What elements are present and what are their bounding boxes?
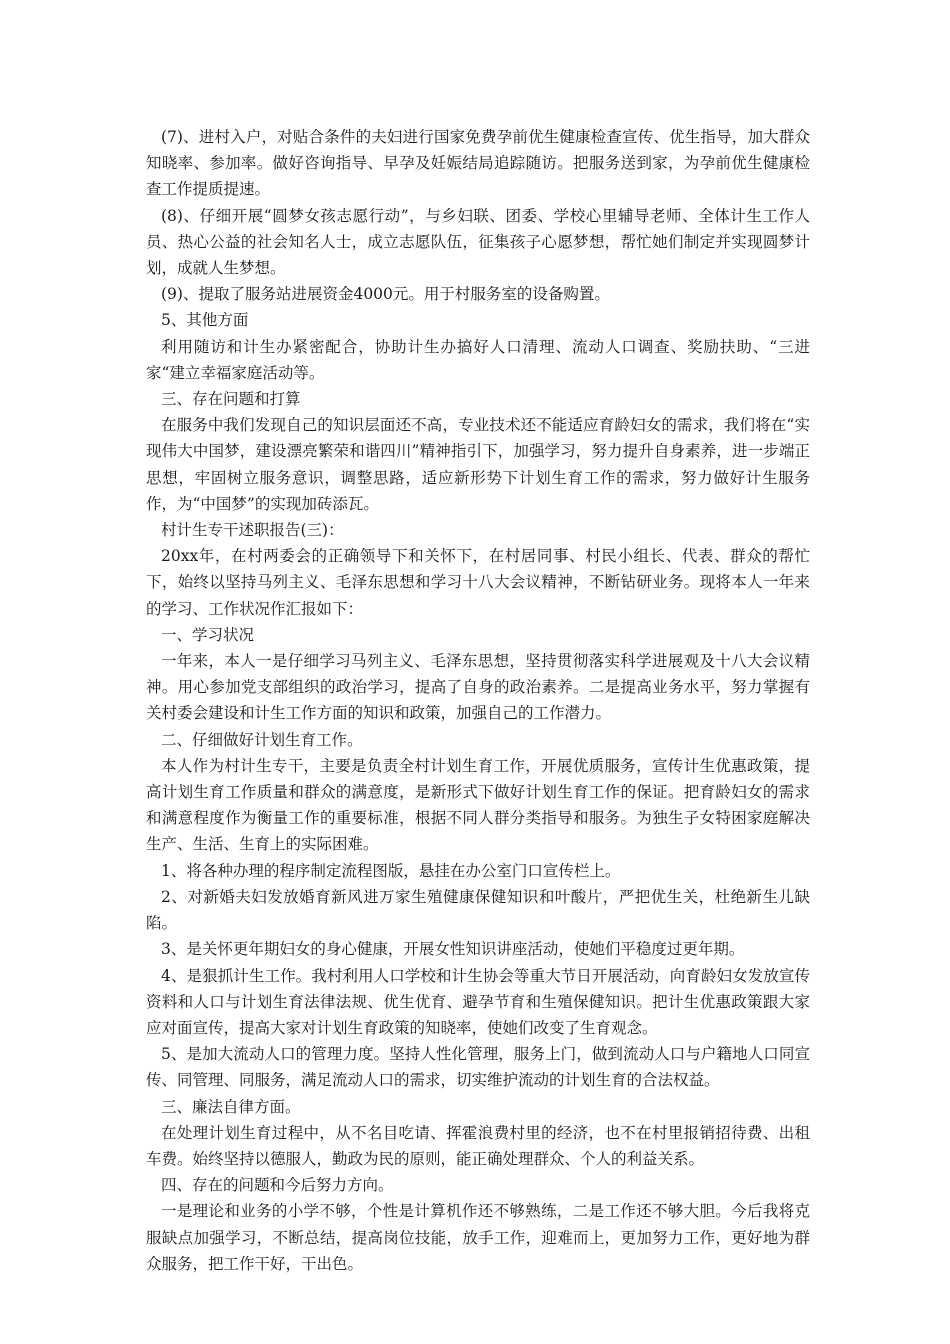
paragraph: 一年来，本人一是仔细学习马列主义、毛泽东思想，坚持贯彻落实科学进展观及十八大会议精神。用心参加党支部组织的政治学习，提高了自身的政治素养。二是提高业务水平，努力掌握有关村委会建设和计生工作方面的知识和政策，加强自己的工作潜力。 xyxy=(146,652,810,723)
report-title: 村计生专干述职报告(三)： xyxy=(161,521,344,540)
section-heading: 三、存在问题和打算 xyxy=(161,390,301,409)
paragraph: (8)、仔细开展“圆梦女孩志愿行动”，与乡妇联、团委、学校心里辅导老师、全体计生工作人员、热心公益的社会知名人士，成立志愿队伍，征集孩子心愿梦想，帮忙她们制定并实现圆梦计划，成就人生梦想。 xyxy=(146,206,810,278)
paragraph: 在服务中我们发现自己的知识层面还不高，专业技术还不能适应育龄妇女的需求，我们将在“实现伟大中国梦，建设漂亮繁荣和谐四川”精神指引下，加强学习，努力提升自身素养，进一步端正思想，牢固树立服务意识，调整思路，适应新形势下计划生育工作的需求，努力做好计生服务作，为“中国梦”的实现加砖添瓦。 xyxy=(146,416,810,513)
section-heading: 一、学习状况 xyxy=(161,625,255,644)
paragraph: 20xx年，在村两委会的正确领导下和关怀下，在村居同事、村民小组长、代表、群众的帮忙下，始终以坚持马列主义、毛泽东思想和学习十八大会议精神，不断钻研业务。现将本人一年来的学习、工作状况作汇报如下： xyxy=(146,547,810,618)
list-item: 3、是关怀更年期妇女的身心健康，开展女性知识讲座活动，使她们平稳度过更年期。 xyxy=(161,940,745,959)
paragraph: 本人作为村计生专干，主要是负责全村计划生育工作，开展优质服务，宣传计生优惠政策，提高计划生育工作质量和群众的满意度，是新形式下做好计划生育工作的保证。把育龄妇女的需求和满意程度作为衡量工作的重要标准，根据不同人群分类指导和服务。为独生子女特困家庭解决生产、生活、生育上的实际困难。 xyxy=(146,756,810,854)
paragraph: (7)、进村入户，对贴合条件的夫妇进行国家免费孕前优生健康检查宣传、优生指导，加大群众知晓率、参加率。做好咨询指导、早孕及妊娠结局追踪随访。把服务送到家，为孕前优生健康检查工作提质提速。 xyxy=(146,128,810,199)
list-item: 4、是狠抓计生工作。我村利用人口学校和计生协会等重大节日开展活动，向育龄妇女发放宣传资料和人口与计划生育法律法规、优生优育、避孕节育和生殖保健知识。把计生优惠政策跟大家应对面宣传，提高大家对计划生育政策的知晓率，使她们改变了生育观念。 xyxy=(146,966,810,1037)
paragraph: 利用随访和计生办紧密配合，协助计生办搞好人口清理、流动人口调查、奖励扶助、“三进家“建立幸福家庭活动等。 xyxy=(146,337,810,382)
paragraph: 在处理计划生育过程中，从不名目吃请、挥霍浪费村里的经济，也不在村里报销招待费、出租车费。始终坚持以德服人，勤政为民的原则，能正确处理群众、个人的利益关系。 xyxy=(146,1123,810,1168)
list-item: 5、是加大流动人口的管理力度。坚持人性化管理，服务上门，做到流动人口与户籍地人口同宣传、同管理、同服务，满足流动人口的需求，切实维护流动的计划生育的合法权益。 xyxy=(146,1045,810,1090)
paragraph: (9)、提取了服务站进展资金4000元。用于村服务室的设备购置。 xyxy=(161,285,610,304)
section-heading: 四、存在的问题和今后努力方向。 xyxy=(161,1176,394,1195)
document-body xyxy=(146,124,810,1277)
list-item: 2、对新婚夫妇发放婚育新风进万家生殖健康保健知识和叶酸片，严把优生关，杜绝新生儿缺陷。 xyxy=(146,887,810,933)
paragraph: 一是理论和业务的小学不够，个性是计算机作还不够熟练，二是工作还不够大胆。今后我将克服缺点加强学习，不断总结，提高岗位技能，放手工作，迎难而上，更加努力工作，更好地为群众服务，把工作干好，干出色。 xyxy=(146,1202,810,1273)
list-item: 1、将各种办理的程序制定流程图版，悬挂在办公室门口宣传栏上。 xyxy=(161,861,621,880)
section-heading: 二、仔细做好计划生育工作。 xyxy=(161,730,363,749)
section-heading: 5、其他方面 xyxy=(161,311,249,330)
section-heading: 三、廉法自律方面。 xyxy=(161,1097,301,1116)
